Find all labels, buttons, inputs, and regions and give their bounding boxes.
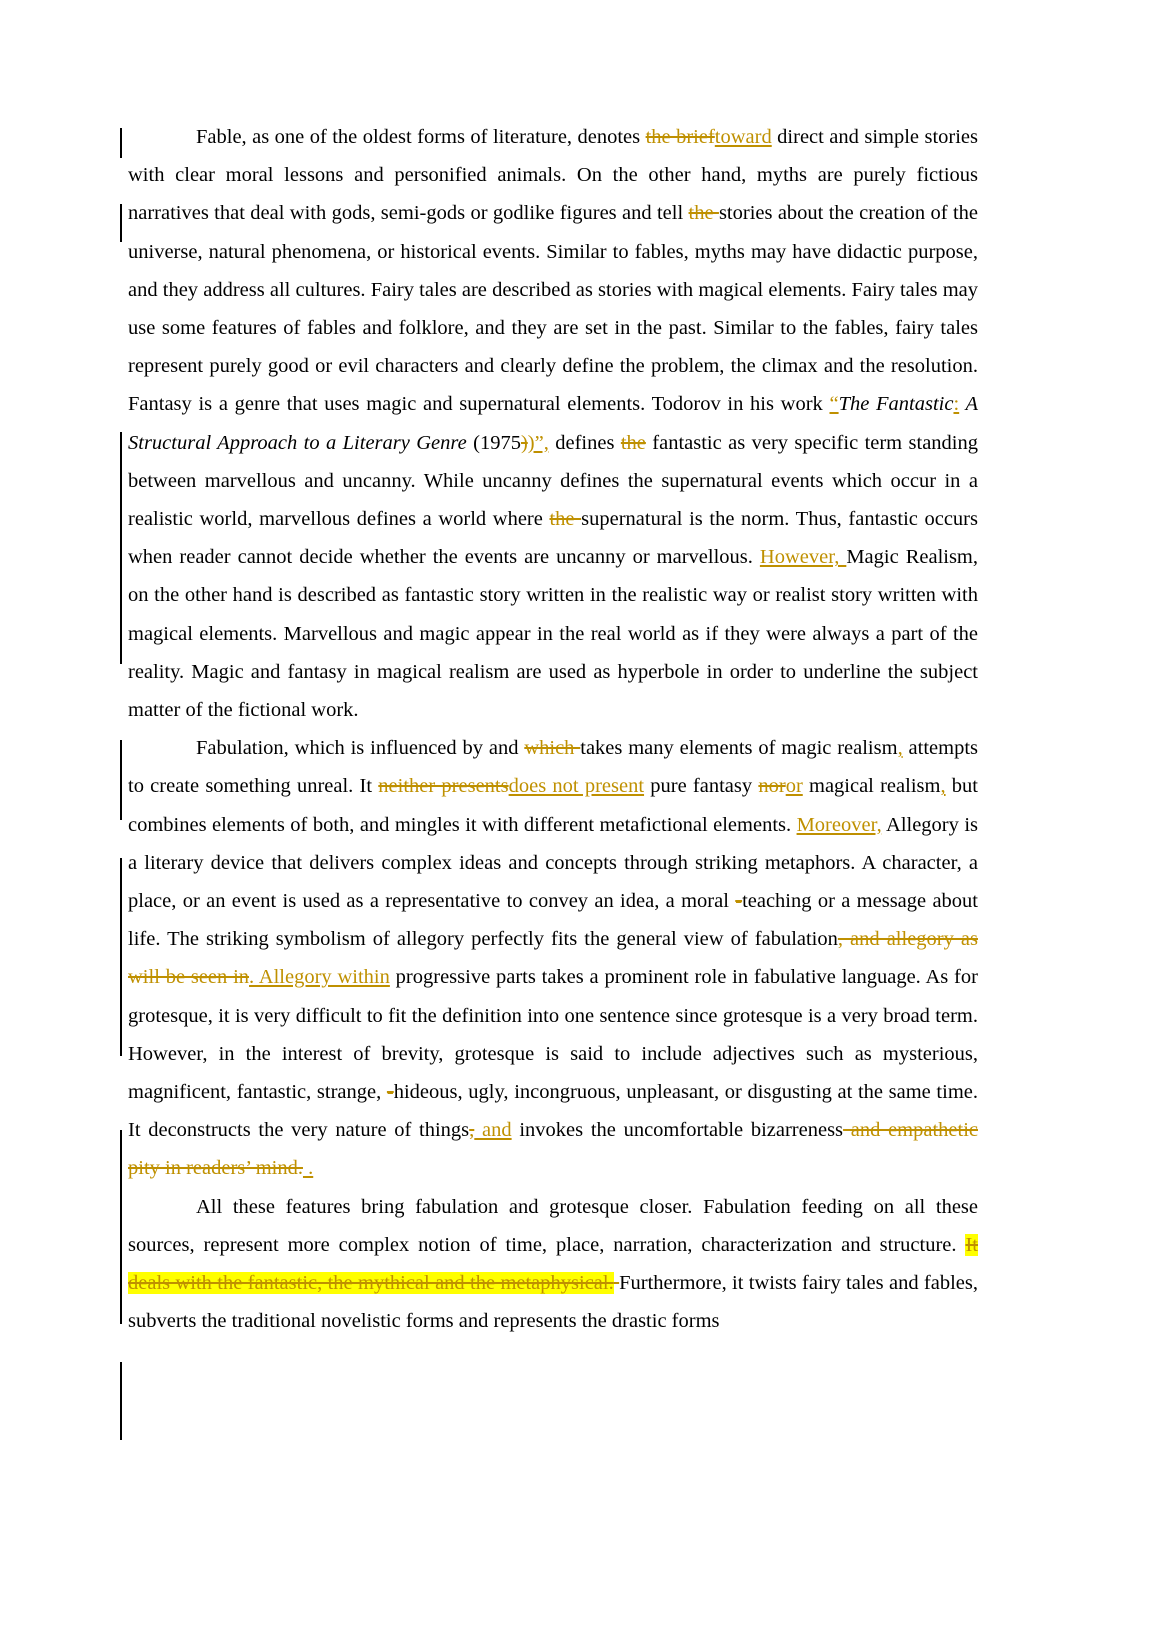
text-run: progressive parts takes a prominent role in fabulative language. As for grotesque, it is very difficult to fit the definition into one sentence since grotesque is a very broad term. However, in the interest of brevity, grotesque is said to include adjectives such as mysterious, magnificent, fantastic, strange, — [128, 966, 978, 1104]
deleted-text-run: the — [620, 431, 646, 454]
inserted-text-run: does not present — [508, 775, 645, 798]
text-run: (1975 — [466, 431, 521, 454]
deleted-text-run: ) — [520, 431, 528, 454]
text-run: magical realism — [802, 775, 941, 798]
change-bar — [120, 1286, 122, 1324]
inserted-text-run: “ — [829, 393, 839, 416]
text-run: direct and simple stories with clear moral lessons and personified animals. On the other hand, myths are purely fictious narratives that deal with gods, semi-gods or godlike figures and tell — [128, 126, 978, 225]
deleted-text-run: the — [549, 508, 582, 531]
deleted-text-run: neither presents — [378, 775, 509, 798]
text-run: Allegory is a literary device that delivers complex ideas and concepts through striking metaphors. A character, a place, or an event is used as a representative to convey an idea, a moral — [128, 813, 978, 913]
change-bar — [120, 740, 122, 778]
paragraph-1 — [128, 118, 978, 729]
change-bar — [120, 1208, 122, 1286]
change-bar — [120, 548, 122, 664]
inserted-text-run: , — [897, 737, 903, 760]
inserted-text-run: or — [785, 775, 803, 798]
text-run: stories about the creation of the universe, natural phenomena, or historical events. Similar to fables, myths may have didactic purpose, and they address all cultures. Fairy tales are described as stories with magical elements. Fairy tales may use some features of fables and folklore, and they are set in the past. Similar to the fables, fairy tales represent purely good or evil characters and clearly define the problem, the climax and the resolution. Fantasy is a genre that uses magic and supernatural elements. Todorov in his work — [128, 202, 978, 416]
paragraph-3 — [128, 1188, 978, 1341]
italic-text-run: A Structural Approach to a Literary Genre — [128, 393, 979, 454]
text-run: Fabulation, which is influenced by and — [196, 737, 525, 760]
change-bar — [120, 778, 122, 820]
inserted-text-run: . Allegory within — [249, 966, 390, 989]
deleted-text-run: the — [688, 202, 719, 225]
inserted-text-run: However, — [759, 546, 847, 569]
text-run: supernatural is the norm. Thus, fantastic occurs when reader cannot decide whether the events are uncanny or marvellous. — [128, 508, 978, 569]
italic-text-run: The Fantastic — [838, 393, 954, 416]
text-run: fantastic as very specific term standing between marvellous and uncanny. While uncanny defines the supernatural events which occur in a realistic world, marvellous defines a world where — [128, 431, 978, 531]
text-run: Magic Realism, on the other hand is described as fantastic story written in the realistic way or realist story written with magical elements. Marvellous and magic appear in the real world as if they were always a part of the reality. Magic and fantasy in magical realism are used as hyperbole in order to underline the subject matter of the fictional work. — [128, 546, 979, 722]
deleted-text-run: , — [469, 1119, 475, 1142]
text-run: Fable, as one of the oldest forms of literature, denotes — [196, 126, 646, 148]
deleted-text-run: , and allegory as will be seen in — [128, 928, 978, 989]
inserted-text-run: : — [953, 393, 960, 416]
deleted-text-run: nor — [758, 775, 786, 798]
change-bar — [120, 432, 122, 548]
text-run: defines — [548, 431, 621, 454]
text-run: attempts to create something unreal. It — [128, 737, 978, 798]
text-run: but combines elements of both, and mingles it with different metafictional elements. — [128, 775, 979, 836]
inserted-text-run: )”, — [527, 431, 549, 454]
paragraph-2 — [128, 729, 978, 1187]
inserted-text-run: , — [940, 775, 946, 798]
change-bar — [120, 128, 122, 158]
text-run: hideous, ugly, incongruous, unpleasant, or disgusting at the same time. It deconstructs the very nature of things — [128, 1081, 978, 1142]
text-run: takes many elements of magic realism — [580, 737, 898, 760]
text-run: invokes the uncomfortable bizarreness — [511, 1119, 844, 1142]
change-bar — [120, 1362, 122, 1440]
inserted-text-run: Moreover, — [796, 813, 882, 836]
inserted-text-run: toward — [714, 126, 772, 148]
deleted-text-run: - — [386, 1081, 394, 1104]
change-bar — [120, 978, 122, 1056]
text-run: pure fantasy — [644, 775, 759, 798]
text-run: All these features bring fabulation and grotesque closer. Fabulation feeding on all these sources, represent more complex notion of time, place, narration, characterization and structure. — [128, 1195, 978, 1256]
change-bar — [120, 858, 122, 978]
text-run: Furthermore, it twists fairy tales and fables, subverts the traditional novelistic forms and represents the drastic forms — [128, 1272, 979, 1333]
highlighted-deleted-text-run: It deals with the fantastic, the mythical and the metaphysical. — [128, 1233, 978, 1295]
text-run: teaching or a message about life. The striking symbolism of allegory perfectly fits the general view of fabulation — [128, 890, 978, 951]
change-bar — [120, 1130, 122, 1208]
change-bar — [120, 204, 122, 242]
document-body — [128, 118, 978, 1341]
inserted-text-run: and — [474, 1119, 512, 1142]
deleted-text-run: - — [735, 890, 743, 913]
deleted-text-run: the brief — [645, 126, 715, 148]
inserted-text-run: . — [302, 1157, 314, 1180]
deleted-text-run: which — [524, 737, 581, 760]
deleted-text-run: and empathetic pity in readers’ mind. — [128, 1119, 979, 1180]
